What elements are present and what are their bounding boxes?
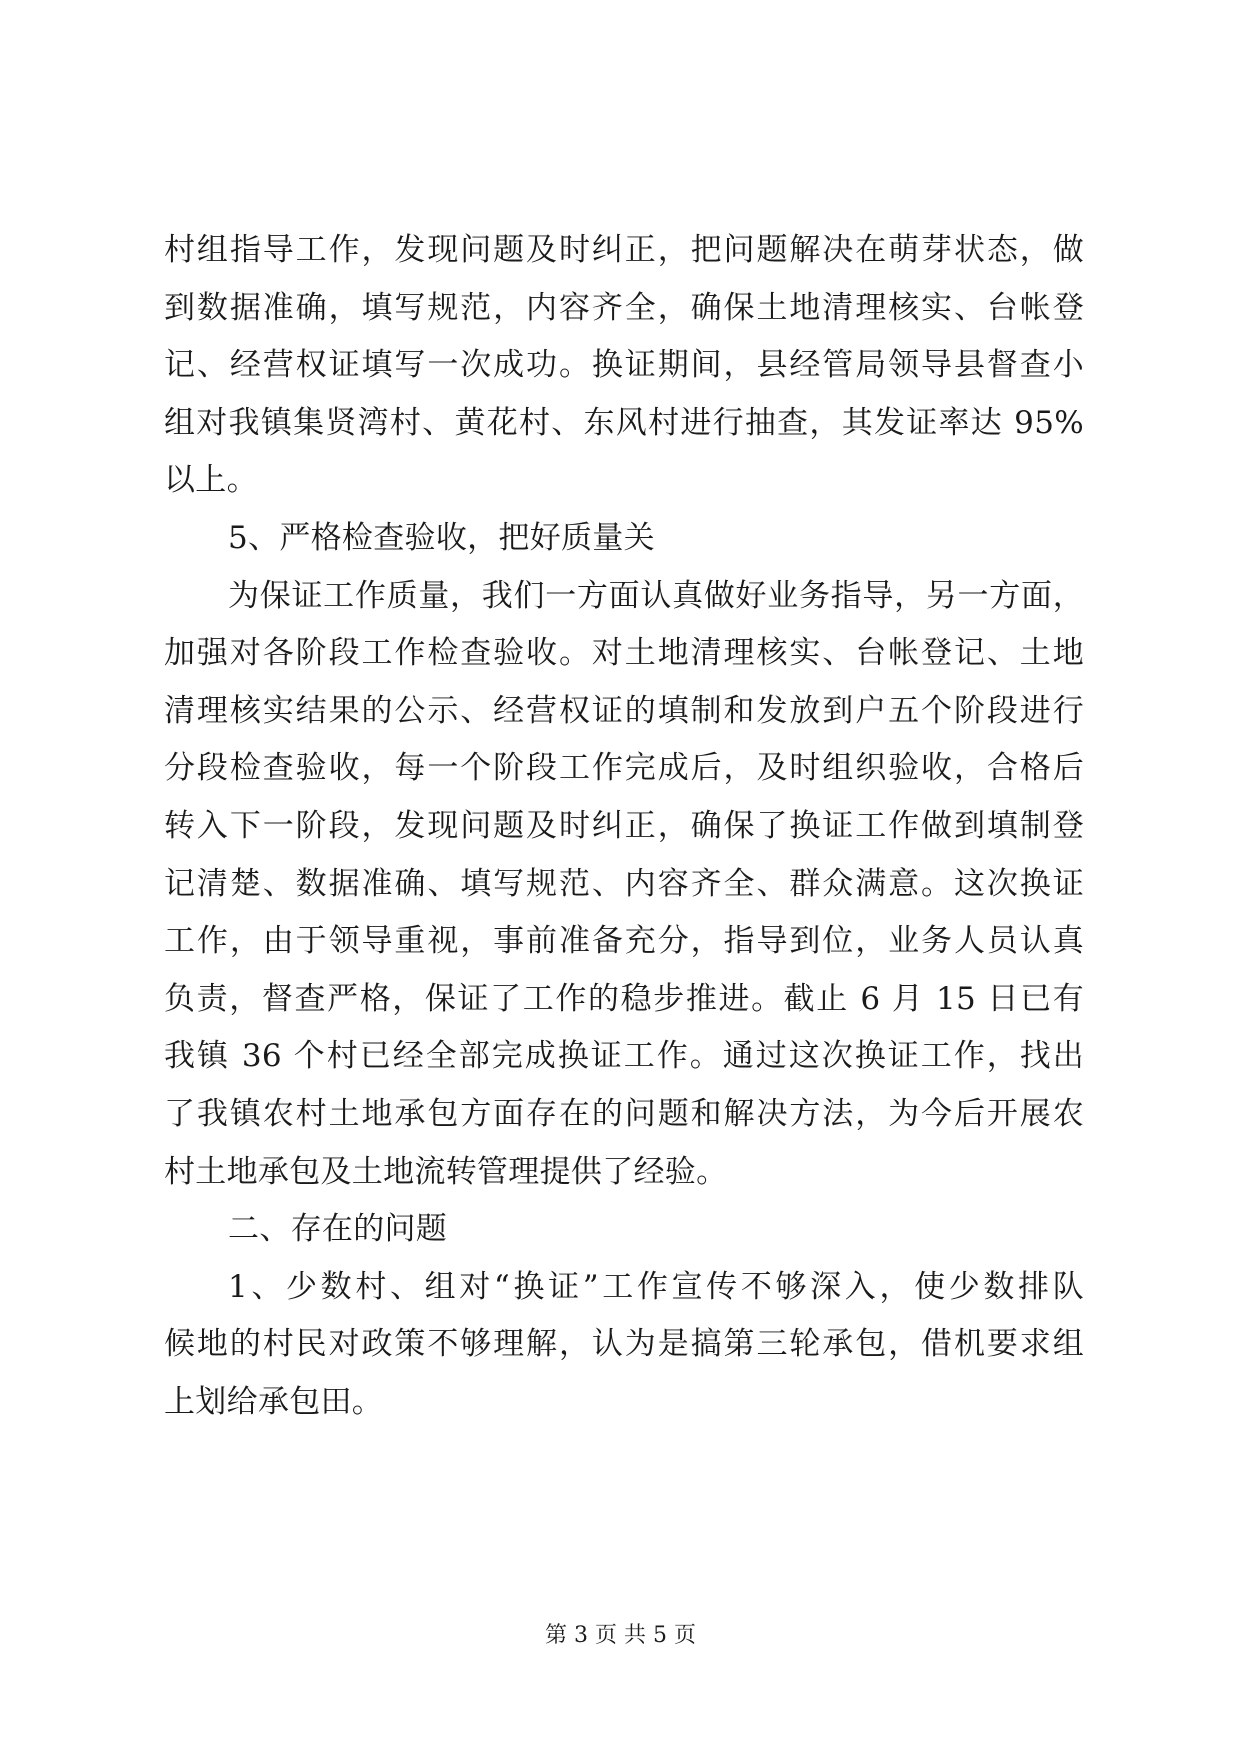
text-line: 组对我镇集贤湾村、黄花村、东风村进行抽查，其发证率达 95% [164, 404, 1084, 441]
text-line: 村组指导工作，发现问题及时纠正，把问题解决在萌芽状态，做 [164, 232, 1084, 268]
text-line: 记清楚、数据准确、填写规范、内容齐全、群众满意。这次换证 [164, 865, 1084, 902]
document-body [164, 222, 1084, 1431]
text-line: 5、严格检查验收，把好质量关 [228, 519, 655, 556]
page-footer: 第 3 页 共 5 页 [545, 1623, 696, 1648]
text-line: 分段检查验收，每一个阶段工作完成后，及时组织验收，合格后 [164, 750, 1084, 787]
text-line: 加强对各阶段工作检查验收。对土地清理核实、台帐登记、土地 [164, 635, 1084, 672]
text-line: 负责，督查严格，保证了工作的稳步推进。截止 6 月 15 日已有 [164, 980, 1084, 1017]
text-line: 工作，由于领导重视，事前准备充分，指导到位，业务人员认真 [164, 923, 1084, 960]
text-line: 到数据准确，填写规范，内容齐全，确保土地清理核实、台帐登 [164, 289, 1084, 326]
text-line: 二、存在的问题 [228, 1211, 448, 1248]
text-line: 候地的村民对政策不够理解，认为是搞第三轮承包，借机要求组 [164, 1326, 1084, 1363]
text-line: 以上。 [164, 462, 258, 499]
text-line: 村土地承包及土地流转管理提供了经验。 [164, 1153, 728, 1190]
text-line: 记、经营权证填写一次成功。换证期间，县经管局领导县督查小 [164, 347, 1084, 384]
text-line: 转入下一阶段，发现问题及时纠正，确保了换证工作做到填制登 [164, 807, 1084, 844]
text-line: 为保证工作质量，我们一方面认真做好业务指导，另一方面， [228, 577, 1084, 614]
text-line: 清理核实结果的公示、经营权证的填制和发放到户五个阶段进行 [164, 692, 1084, 729]
text-line: 了我镇农村土地承包方面存在的问题和解决方法，为今后开展农 [164, 1095, 1084, 1132]
text-line: 我镇 36 个村已经全部完成换证工作。通过这次换证工作，找出 [164, 1038, 1084, 1075]
text-line: 1、少数村、组对“换证”工作宣传不够深入，使少数排队 [228, 1268, 1084, 1305]
text-line: 上划给承包田。 [164, 1383, 384, 1420]
